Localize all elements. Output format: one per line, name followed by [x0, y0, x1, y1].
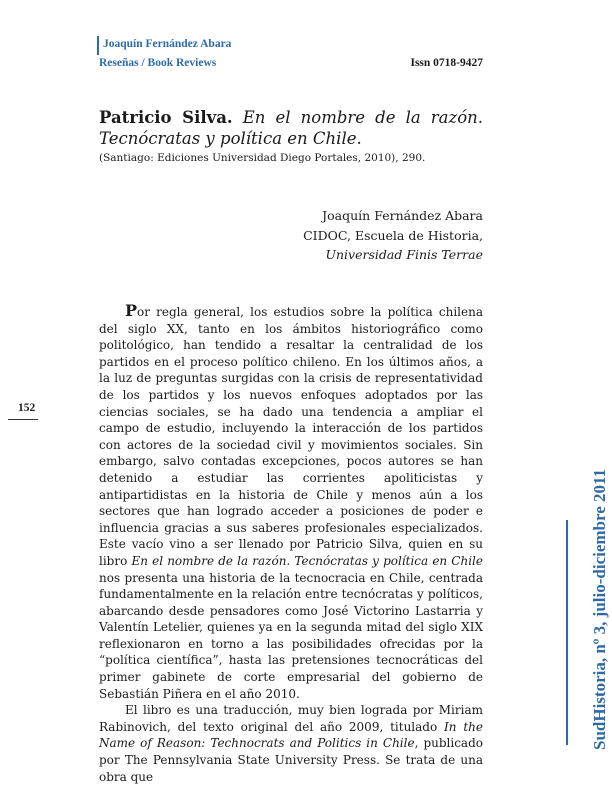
reviewer-institution: CIDOC, Escuela de Historia,: [303, 228, 483, 243]
publication-info: (Santiago: Ediciones Universidad Diego Portales, 2010), 290.: [99, 152, 426, 164]
paragraph-1-text-a: or regla general, los estudios sobre la política chilena del siglo XX, tanto en los ámbitos historiográfico como politológico, han tendido a resaltar la centralidad de los partidos en el proceso político chileno. En los últimos años, a la luz de preguntas surgidas con la crisis de representatividad de los partidos y los nuevos enfoques adoptados por las ciencias sociales, se ha dado una tendencia a ampliar el campo de estudio, incluyendo la interacción de los partidos con actores de la sociedad civil y movimientos sociales. Sin embargo, salvo contadas excepciones, pocos autores se han detenido a estudiar las corrientes apoliticistas y antipartidistas en la historia de Chile y menos aún a los sectores que han logrado acceder a posiciones de poder e influencia gracias a sus saberes profesionales especializados. Este vacío vino a ser llenado por Patricio Silva, quien en su libro: [99, 305, 483, 568]
page-number-rule: [8, 419, 38, 420]
book-title-line1: En el nombre de la razón.: [242, 108, 483, 127]
side-accent-bar: [566, 520, 568, 745]
reviewer-university: Universidad Finis Terrae: [325, 247, 483, 262]
review-title: [99, 106, 483, 129]
header-issn: Issn 0718-9427: [410, 57, 483, 69]
paragraph-1-text-b: nos presenta una historia de la tecnocracia en Chile, centrada fundamentalmente en la relación entre tecnócratas y políticos, abarcando desde pensadores como José Victorino Lastarria y Valentín Letelier, quienes ya en la segunda mitad del siglo XIX reflexionaron en torno a las posibilidades ofrecidas por la “política científica”, hasta las pretensiones tecnocráticas del primer gabinete de corte empresarial del gobierno de Sebastián Piñera en el año 2010.: [99, 570, 483, 701]
header-author: Joaquín Fernández Abara: [103, 38, 232, 50]
drop-cap: P: [125, 301, 138, 320]
reviewer-name: Joaquín Fernández Abara: [322, 208, 483, 223]
book-title-line2: Tecnócratas y política en Chile.: [99, 129, 362, 148]
paragraph-1: [99, 303, 483, 702]
paragraph-1-book-title: En el nombre de la razón. Tecnócratas y política en Chile: [131, 553, 483, 568]
review-body: [99, 303, 483, 785]
header-accent-bar: [97, 36, 99, 55]
paragraph-2-book-title: In the Name of Reason: Technocrats and Politics in Chile: [99, 719, 483, 751]
header-section: Reseñas / Book Reviews: [99, 57, 217, 69]
page-number: 152: [18, 402, 36, 414]
reviewed-author: Patricio Silva.: [99, 108, 233, 127]
paragraph-2: [99, 702, 483, 785]
paragraph-2-text-b: , publicado por The Pennsylvania State University Press. Se trata de una obra que: [99, 736, 483, 784]
journal-side-label: SudHistoria, nº 3, julio-diciembre 2011: [590, 468, 609, 750]
paragraph-2-text-a: El libro es una traducción, muy bien lograda por Miriam Rabinovich, del texto original del año 2009, titulado: [99, 703, 483, 734]
